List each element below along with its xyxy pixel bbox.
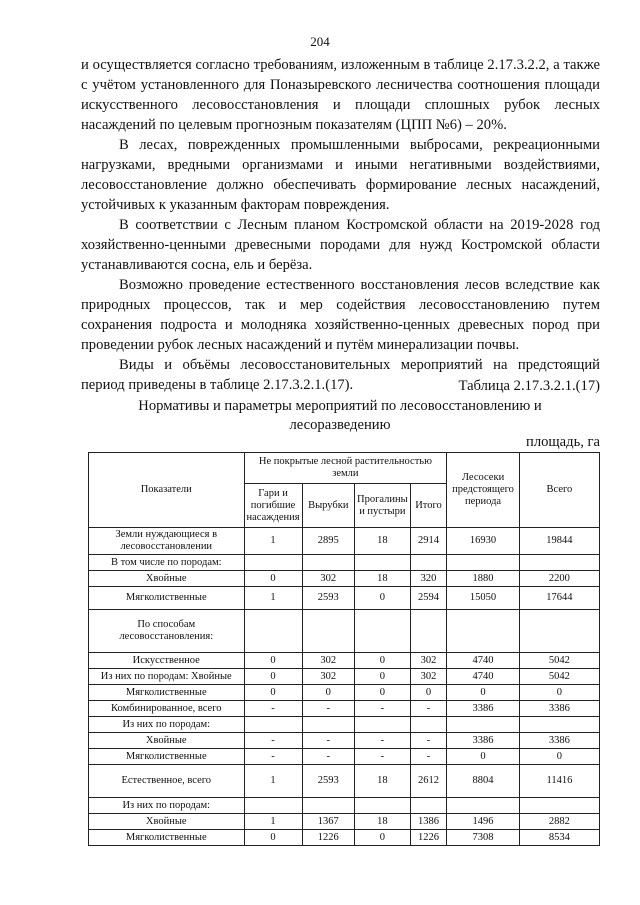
cell: 2882 <box>519 814 599 830</box>
table-row <box>89 765 600 798</box>
cell: 4740 <box>447 669 520 685</box>
row-label: Мягколиственные <box>89 830 245 846</box>
cell: 0 <box>355 685 411 701</box>
table-row <box>89 685 600 701</box>
cell: 0 <box>519 749 599 765</box>
cell <box>447 555 520 571</box>
cell: 302 <box>410 669 447 685</box>
cell: 8534 <box>519 830 599 846</box>
cell: - <box>244 701 302 717</box>
cell: - <box>355 701 411 717</box>
row-label: Из них по породам: <box>89 798 245 814</box>
row-label: В том числе по породам: <box>89 555 245 571</box>
cell: 1386 <box>410 814 447 830</box>
row-label: Хвойные <box>89 571 245 587</box>
cell: 7308 <box>447 830 520 846</box>
cell: 0 <box>355 669 411 685</box>
cell: 302 <box>302 571 354 587</box>
table-units: площадь, га <box>526 434 600 450</box>
cell: 18 <box>355 571 411 587</box>
cell: 11416 <box>519 765 599 798</box>
row-label: По способам лесовосстановления: <box>89 610 245 653</box>
cell: 3386 <box>519 701 599 717</box>
cell: 2895 <box>302 528 354 555</box>
row-label: Из них по породам: <box>89 717 245 733</box>
cell: 19844 <box>519 528 599 555</box>
cell: 1 <box>244 587 302 610</box>
cell: 2914 <box>410 528 447 555</box>
cell <box>355 798 411 814</box>
cell <box>410 555 447 571</box>
table-row <box>89 653 600 669</box>
table-caption: Таблица 2.17.3.2.1.(17) <box>458 378 600 394</box>
cell: 18 <box>355 528 411 555</box>
cell <box>244 555 302 571</box>
cell: 0 <box>447 685 520 701</box>
cell: 1 <box>244 814 302 830</box>
row-label: Из них по породам: Хвойные <box>89 669 245 685</box>
row-label: Искусственное <box>89 653 245 669</box>
cell: 0 <box>355 587 411 610</box>
cell: 302 <box>410 653 447 669</box>
cell: 0 <box>244 571 302 587</box>
paragraph: Возможно проведение естественного восстановления лесов вследствие как природных процессов, так и мер содействия лесовосстановлению путем сохранения подроста и молодняка хозяйственно-ценных древесных пород при проведении рубок лесных насаждений и путём минерализации почвы. <box>81 277 600 353</box>
cell: - <box>355 733 411 749</box>
cell: 0 <box>244 830 302 846</box>
cell: 2594 <box>410 587 447 610</box>
cell: 18 <box>355 765 411 798</box>
cell <box>355 717 411 733</box>
cell: 2200 <box>519 571 599 587</box>
cell <box>244 610 302 653</box>
cell: 0 <box>244 669 302 685</box>
cell <box>519 717 599 733</box>
row-label: Хвойные <box>89 733 245 749</box>
cell: 3386 <box>447 733 520 749</box>
cell <box>302 717 354 733</box>
cell <box>519 555 599 571</box>
table-row <box>89 669 600 685</box>
row-label: Комбинированное, всего <box>89 701 245 717</box>
cell: 0 <box>519 685 599 701</box>
table-row <box>89 571 600 587</box>
cell: 1 <box>244 528 302 555</box>
cell <box>447 610 520 653</box>
cell: - <box>355 749 411 765</box>
table-title: Нормативы и параметры мероприятий по лесовосстановлению и лесоразведению <box>138 398 542 433</box>
row-label: Мягколиственные <box>89 749 245 765</box>
row-label: Хвойные <box>89 814 245 830</box>
cell <box>355 555 411 571</box>
cell: 1880 <box>447 571 520 587</box>
cell: 17644 <box>519 587 599 610</box>
cell: - <box>410 733 447 749</box>
cell: 1 <box>244 765 302 798</box>
cell: 320 <box>410 571 447 587</box>
table-row <box>89 733 600 749</box>
header-glades: Прогалины и пустыри <box>355 484 411 528</box>
row-label: Земли нуждающиеся в лесовосстановлении <box>89 528 245 555</box>
table-row <box>89 528 600 555</box>
cell <box>410 610 447 653</box>
cell: 302 <box>302 669 354 685</box>
cell <box>447 798 520 814</box>
header-indicators: Показатели <box>89 453 245 528</box>
paragraph: и осуществляется согласно требованиям, изложенным в таблице 2.17.3.2.2, а также с учётом установленного для Поназыревского лесничества соотношения площади искусственного лесовосстановления и площади сплошных рубок лесных насаждений по целевым прогнозным показателям (ЦПП №6) – 20%. <box>81 57 600 133</box>
cell: - <box>302 733 354 749</box>
cell <box>302 610 354 653</box>
table-row <box>89 717 600 733</box>
cell: 2593 <box>302 587 354 610</box>
cell: 3386 <box>519 733 599 749</box>
cell: 5042 <box>519 653 599 669</box>
cell: 1226 <box>410 830 447 846</box>
data-table <box>88 452 600 846</box>
cell: - <box>302 749 354 765</box>
cell: 0 <box>355 653 411 669</box>
header-uncovered-lands: Не покрытые лесной растительностью земли <box>244 453 447 484</box>
cell: 0 <box>244 653 302 669</box>
cell <box>410 717 447 733</box>
cell: 302 <box>302 653 354 669</box>
table-row <box>89 610 600 653</box>
cell: 0 <box>410 685 447 701</box>
cell <box>519 610 599 653</box>
cell <box>410 798 447 814</box>
cell: 0 <box>302 685 354 701</box>
paragraph: В лесах, поврежденных промышленными выбросами, рекреационными нагрузками, вредными организмами и иными негативными воздействиями, лесовосстановление должно обеспечивать формирование лесных насаждений, устойчивых к указанным факторам повреждения. <box>81 137 600 213</box>
cell: - <box>410 701 447 717</box>
cell <box>519 798 599 814</box>
cell: 5042 <box>519 669 599 685</box>
header-subtotal: Итого <box>410 484 447 528</box>
table-row <box>89 701 600 717</box>
header-burnt: Гари и погибшие насаждения <box>244 484 302 528</box>
cell: - <box>302 701 354 717</box>
cell: 1226 <box>302 830 354 846</box>
page-number: 204 <box>310 34 330 49</box>
cell: 2612 <box>410 765 447 798</box>
cell: - <box>410 749 447 765</box>
paragraph: Виды и объёмы лесовосстановительных мероприятий на предстоящий период приведены в таблице 2.17.3.2.1.(17). <box>81 357 600 393</box>
row-label: Естественное, всего <box>89 765 245 798</box>
row-label: Мягколиственные <box>89 685 245 701</box>
table-row <box>89 587 600 610</box>
cell: 18 <box>355 814 411 830</box>
table-row <box>89 749 600 765</box>
cell <box>244 798 302 814</box>
cell: 3386 <box>447 701 520 717</box>
header-cutting-areas: Лесосеки предстоящего периода <box>447 453 520 528</box>
paragraph: В соответствии с Лесным планом Костромской области на 2019-2028 год хозяйственно-ценными древесными породами для нужд Костромской области устанавливаются сосна, ель и берёза. <box>81 217 600 273</box>
cell: 0 <box>355 830 411 846</box>
table-row <box>89 798 600 814</box>
cell: 15050 <box>447 587 520 610</box>
cell <box>447 717 520 733</box>
body-text <box>81 55 600 395</box>
header-clearings: Вырубки <box>302 484 354 528</box>
table-row <box>89 555 600 571</box>
cell: 4740 <box>447 653 520 669</box>
cell: 1496 <box>447 814 520 830</box>
cell: - <box>244 733 302 749</box>
header-total: Всего <box>519 453 599 528</box>
table-row <box>89 830 600 846</box>
cell: - <box>244 749 302 765</box>
cell: 2593 <box>302 765 354 798</box>
cell <box>302 555 354 571</box>
cell: 1367 <box>302 814 354 830</box>
cell: 8804 <box>447 765 520 798</box>
cell <box>355 610 411 653</box>
cell: 0 <box>244 685 302 701</box>
cell <box>302 798 354 814</box>
cell: 0 <box>447 749 520 765</box>
cell: 16930 <box>447 528 520 555</box>
table-row <box>89 814 600 830</box>
row-label: Мягколиственные <box>89 587 245 610</box>
cell <box>244 717 302 733</box>
